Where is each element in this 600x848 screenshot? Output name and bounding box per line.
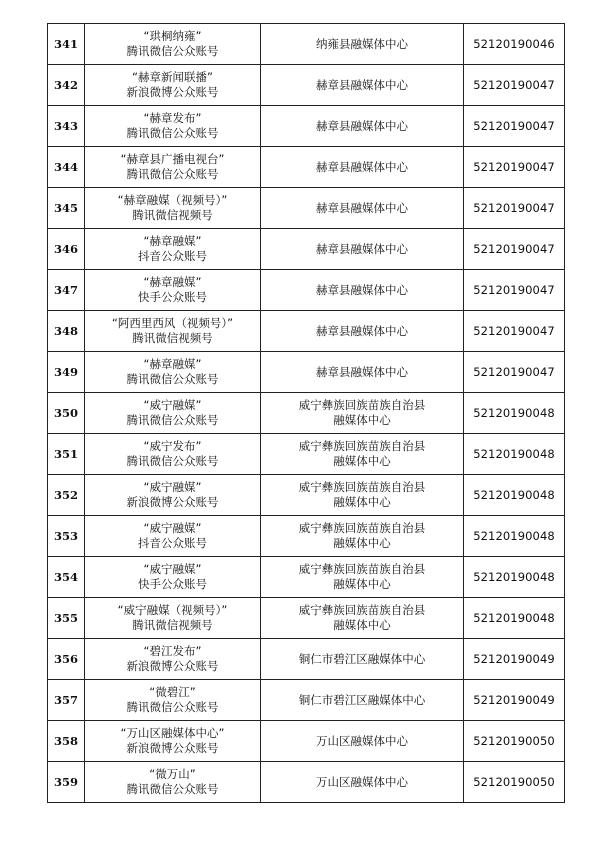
license-code: 52120190047 xyxy=(464,311,565,352)
license-code: 52120190048 xyxy=(464,434,565,475)
table-row xyxy=(48,270,565,311)
organization-cell xyxy=(261,598,464,639)
license-code: 52120190048 xyxy=(464,557,565,598)
table-row xyxy=(48,311,565,352)
row-number: 343 xyxy=(48,106,85,147)
account-platform: 快手公众账号 xyxy=(138,577,207,591)
account-platform: 腾讯微信公众账号 xyxy=(126,44,219,58)
organization-cell xyxy=(261,65,464,106)
organization-name-line: 威宁彝族回族苗族自治县 xyxy=(298,603,426,617)
account-name: “赫章发布” xyxy=(143,111,202,125)
account-platform: 新浪微博公众账号 xyxy=(126,741,219,755)
account-platform: 腾讯微信公众账号 xyxy=(126,454,219,468)
organization-name-line: 赫章县融媒体中心 xyxy=(316,323,408,338)
accounts-table xyxy=(47,23,565,803)
table-row xyxy=(48,352,565,393)
account-name: “赫章融媒（视频号）” xyxy=(117,193,228,207)
organization-cell xyxy=(261,762,464,803)
table-row xyxy=(48,475,565,516)
row-number: 348 xyxy=(48,311,85,352)
row-number: 351 xyxy=(48,434,85,475)
license-code: 52120190048 xyxy=(464,516,565,557)
license-code: 52120190047 xyxy=(464,65,565,106)
license-code: 52120190049 xyxy=(464,639,565,680)
organization-cell xyxy=(261,516,464,557)
organization-cell xyxy=(261,680,464,721)
row-number: 357 xyxy=(48,680,85,721)
organization-cell xyxy=(261,639,464,680)
table-row xyxy=(48,557,565,598)
account-cell xyxy=(85,393,261,434)
organization-cell xyxy=(261,352,464,393)
row-number: 355 xyxy=(48,598,85,639)
account-cell xyxy=(85,721,261,762)
organization-name-line: 万山区融媒体中心 xyxy=(316,733,408,748)
account-cell xyxy=(85,639,261,680)
table-row xyxy=(48,639,565,680)
organization-cell xyxy=(261,147,464,188)
license-code: 52120190047 xyxy=(464,106,565,147)
account-name: “阿西里西风（视频号）” xyxy=(111,316,234,330)
account-cell xyxy=(85,557,261,598)
account-name: “万山区融媒体中心” xyxy=(120,726,225,740)
account-platform: 腾讯微信公众账号 xyxy=(126,700,219,714)
account-platform: 新浪微博公众账号 xyxy=(126,85,219,99)
license-code: 52120190046 xyxy=(464,24,565,65)
license-code: 52120190047 xyxy=(464,270,565,311)
account-name: “赫章县广播电视台” xyxy=(120,152,225,166)
organization-name-line: 赫章县融媒体中心 xyxy=(316,200,408,215)
organization-name-line: 威宁彝族回族苗族自治县 xyxy=(298,562,426,576)
organization-name-line: 赫章县融媒体中心 xyxy=(316,159,408,174)
organization-name-line: 铜仁市碧江区融媒体中心 xyxy=(298,651,426,666)
license-code: 52120190048 xyxy=(464,598,565,639)
row-number: 352 xyxy=(48,475,85,516)
row-number: 345 xyxy=(48,188,85,229)
organization-cell xyxy=(261,434,464,475)
row-number: 353 xyxy=(48,516,85,557)
account-cell xyxy=(85,516,261,557)
account-name: “微碧江” xyxy=(149,685,196,699)
table-row xyxy=(48,598,565,639)
row-number: 341 xyxy=(48,24,85,65)
row-number: 354 xyxy=(48,557,85,598)
organization-cell xyxy=(261,270,464,311)
account-name: “威宁融媒” xyxy=(143,480,202,494)
table-row xyxy=(48,24,565,65)
table-row xyxy=(48,393,565,434)
account-cell xyxy=(85,311,261,352)
account-name: “赫章融媒” xyxy=(143,234,202,248)
account-platform: 腾讯微信公众账号 xyxy=(126,372,219,386)
table-row xyxy=(48,434,565,475)
account-platform: 抖音公众账号 xyxy=(138,536,207,550)
license-code: 52120190050 xyxy=(464,762,565,803)
organization-name-line: 万山区融媒体中心 xyxy=(316,774,408,789)
license-code: 52120190048 xyxy=(464,393,565,434)
organization-name-line: 融媒体中心 xyxy=(333,577,391,591)
table-row xyxy=(48,65,565,106)
table-row xyxy=(48,229,565,270)
license-code: 52120190049 xyxy=(464,680,565,721)
organization-name-line: 纳雍县融媒体中心 xyxy=(316,36,408,51)
table-row xyxy=(48,188,565,229)
account-cell xyxy=(85,229,261,270)
table-row xyxy=(48,106,565,147)
organization-name-line: 赫章县融媒体中心 xyxy=(316,241,408,256)
account-platform: 腾讯微信公众账号 xyxy=(126,413,219,427)
row-number: 349 xyxy=(48,352,85,393)
organization-cell xyxy=(261,188,464,229)
license-code: 52120190050 xyxy=(464,721,565,762)
organization-name-line: 铜仁市碧江区融媒体中心 xyxy=(298,692,426,707)
account-platform: 腾讯微信视频号 xyxy=(132,331,213,345)
account-name: “威宁融媒（视频号）” xyxy=(117,603,228,617)
account-cell xyxy=(85,598,261,639)
row-number: 358 xyxy=(48,721,85,762)
account-name: “威宁融媒” xyxy=(143,398,202,412)
account-cell xyxy=(85,24,261,65)
organization-cell xyxy=(261,721,464,762)
organization-cell xyxy=(261,475,464,516)
account-platform: 腾讯微信公众账号 xyxy=(126,167,219,181)
license-code: 52120190047 xyxy=(464,352,565,393)
account-cell xyxy=(85,680,261,721)
account-platform: 新浪微博公众账号 xyxy=(126,495,219,509)
organization-name-line: 威宁彝族回族苗族自治县 xyxy=(298,398,426,412)
organization-name-line: 威宁彝族回族苗族自治县 xyxy=(298,439,426,453)
account-platform: 腾讯微信公众账号 xyxy=(126,782,219,796)
row-number: 342 xyxy=(48,65,85,106)
account-name: “赫章融媒” xyxy=(143,357,202,371)
organization-cell xyxy=(261,106,464,147)
row-number: 350 xyxy=(48,393,85,434)
organization-name-line: 赫章县融媒体中心 xyxy=(316,77,408,92)
account-cell xyxy=(85,270,261,311)
organization-name-line: 融媒体中心 xyxy=(333,413,391,427)
organization-name-line: 融媒体中心 xyxy=(333,618,391,632)
row-number: 346 xyxy=(48,229,85,270)
license-code: 52120190047 xyxy=(464,229,565,270)
organization-cell xyxy=(261,24,464,65)
account-cell xyxy=(85,762,261,803)
row-number: 359 xyxy=(48,762,85,803)
organization-name-line: 赫章县融媒体中心 xyxy=(316,282,408,297)
table-row xyxy=(48,516,565,557)
account-cell xyxy=(85,188,261,229)
account-platform: 抖音公众账号 xyxy=(138,249,207,263)
table-row xyxy=(48,721,565,762)
table-row xyxy=(48,147,565,188)
account-name: “赫章新闻联播” xyxy=(132,70,213,84)
organization-name-line: 融媒体中心 xyxy=(333,536,391,550)
table-body xyxy=(48,24,565,803)
organization-name-line: 威宁彝族回族苗族自治县 xyxy=(298,521,426,535)
row-number: 344 xyxy=(48,147,85,188)
organization-cell xyxy=(261,393,464,434)
account-name: “微万山” xyxy=(149,767,196,781)
account-cell xyxy=(85,147,261,188)
account-platform: 快手公众账号 xyxy=(138,290,207,304)
organization-cell xyxy=(261,311,464,352)
account-platform: 腾讯微信视频号 xyxy=(132,618,213,632)
account-cell xyxy=(85,65,261,106)
organization-name-line: 融媒体中心 xyxy=(333,495,391,509)
account-cell xyxy=(85,434,261,475)
account-name: “威宁发布” xyxy=(143,439,202,453)
account-cell xyxy=(85,106,261,147)
account-platform: 新浪微博公众账号 xyxy=(126,659,219,673)
account-name: “碧江发布” xyxy=(143,644,202,658)
row-number: 356 xyxy=(48,639,85,680)
organization-name-line: 威宁彝族回族苗族自治县 xyxy=(298,480,426,494)
organization-cell xyxy=(261,557,464,598)
license-code: 52120190047 xyxy=(464,147,565,188)
account-name: “威宁融媒” xyxy=(143,562,202,576)
organization-name-line: 赫章县融媒体中心 xyxy=(316,118,408,133)
table-row xyxy=(48,762,565,803)
account-name: “威宁融媒” xyxy=(143,521,202,535)
account-name: “珙桐纳雍” xyxy=(143,29,202,43)
account-cell xyxy=(85,475,261,516)
organization-name-line: 融媒体中心 xyxy=(333,454,391,468)
account-cell xyxy=(85,352,261,393)
license-code: 52120190047 xyxy=(464,188,565,229)
account-platform: 腾讯微信视频号 xyxy=(132,208,213,222)
account-name: “赫章融媒” xyxy=(143,275,202,289)
row-number: 347 xyxy=(48,270,85,311)
license-code: 52120190048 xyxy=(464,475,565,516)
account-platform: 腾讯微信公众账号 xyxy=(126,126,219,140)
organization-cell xyxy=(261,229,464,270)
organization-name-line: 赫章县融媒体中心 xyxy=(316,364,408,379)
table-row xyxy=(48,680,565,721)
